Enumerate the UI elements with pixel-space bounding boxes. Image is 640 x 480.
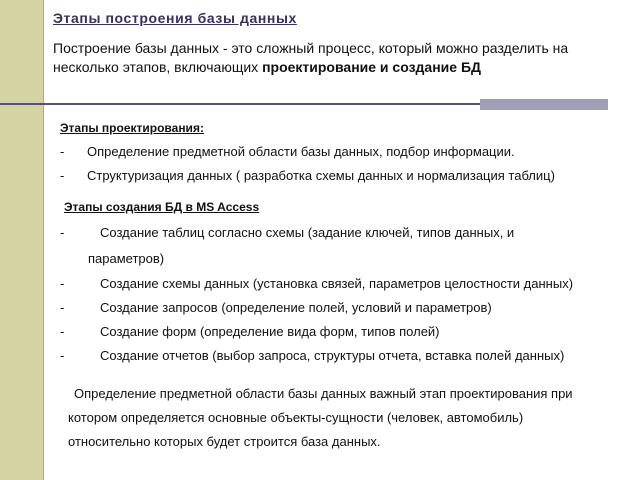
- intro-bold-text: проектирование и создание БД: [262, 59, 481, 75]
- list-item: [60, 320, 625, 344]
- left-decorative-bar: [0, 0, 44, 480]
- intro-paragraph: [53, 39, 593, 77]
- list-item-text: Определение предметной области базы данных, подбор информации.: [87, 144, 515, 159]
- bullet-dash: -: [60, 300, 65, 315]
- creation-stages-heading: Этапы создания БД в MS Access: [64, 200, 260, 214]
- header-divider-block: [480, 99, 608, 110]
- list-item-text: Создание запросов (определение полей, условий и параметров): [100, 300, 492, 315]
- bullet-dash: -: [60, 348, 65, 363]
- design-stages-heading: Этапы проектирования:: [60, 121, 204, 135]
- list-item-text: Создание таблиц согласно схемы (задание ключей, типов данных, и параметров): [88, 225, 515, 266]
- list-item: [60, 142, 620, 162]
- bullet-dash: -: [60, 276, 65, 291]
- page-title: Этапы построения базы данных: [53, 10, 297, 26]
- design-stages-list: [60, 142, 620, 186]
- bullet-dash: -: [60, 168, 65, 183]
- conclusion-text: Определение предметной области базы данных важный этап проектирования при котором определяется основные объекты-сущности (человек, автомобиль) относительно которых будет строится база данных.: [68, 386, 573, 449]
- list-item-text: Создание форм (определение вида форм, типов полей): [100, 324, 440, 339]
- list-item: [60, 272, 625, 296]
- bullet-dash: -: [60, 225, 65, 240]
- conclusion-paragraph: [68, 382, 608, 454]
- list-item: [60, 166, 620, 186]
- intro-text: Построение базы данных - это сложный процесс, который можно разделить на несколько этапов, включающих: [53, 40, 569, 75]
- list-item: [60, 344, 625, 368]
- bullet-dash: -: [60, 324, 65, 339]
- list-item-text: Создание отчетов (выбор запроса, структуры отчета, вставка полей данных): [100, 348, 565, 363]
- list-item-text: Создание схемы данных (установка связей, параметров целостности данных): [100, 276, 574, 291]
- list-item: [60, 296, 625, 320]
- creation-stages-list: [60, 220, 625, 368]
- list-item: [60, 220, 625, 272]
- list-item-text: Структуризация данных ( разработка схемы данных и нормализация таблиц): [87, 168, 555, 183]
- bullet-dash: -: [60, 144, 65, 159]
